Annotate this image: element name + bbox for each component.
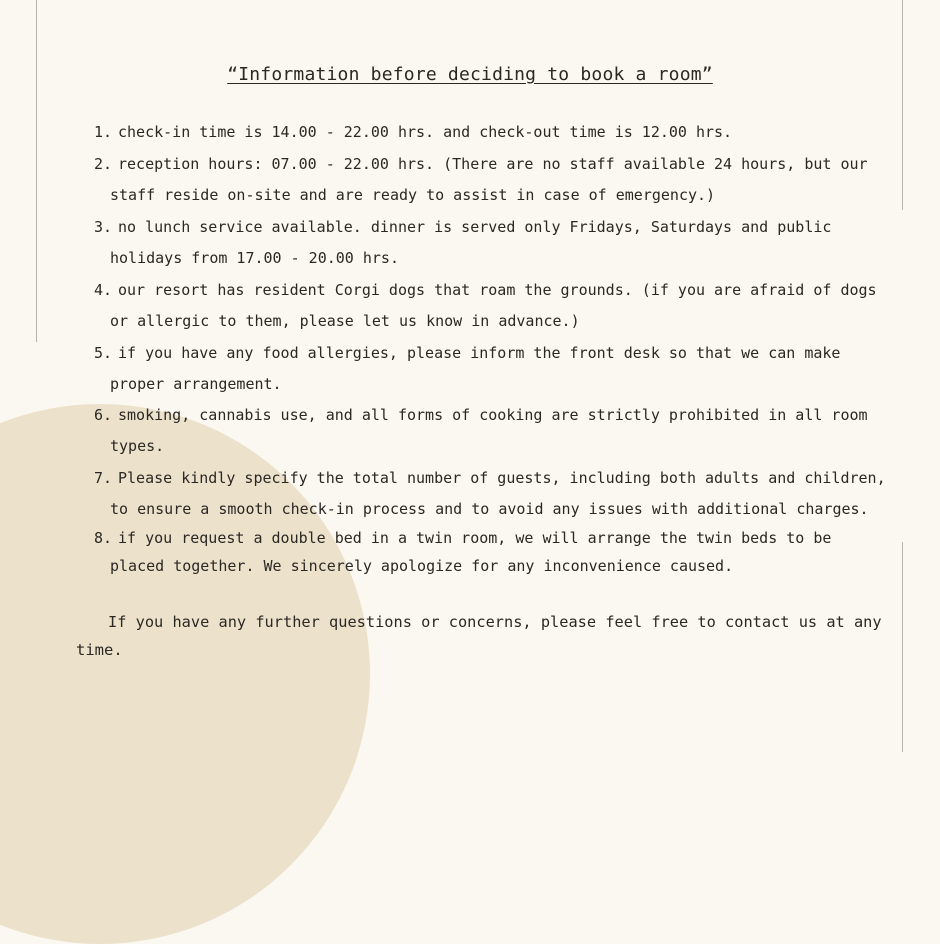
page-title: “Information before deciding to book a room” [227,64,713,85]
item-text-continued: types. [110,437,165,455]
item-number: 7. [94,469,113,487]
item-text: Please kindly specify the total number of guests, including both adults and children, [118,469,886,487]
item-number: 6. [94,406,113,424]
item-number: 2. [94,155,113,173]
item-number: 4. [94,281,113,299]
item-text: if you request a double bed in a twin room, we will arrange the twin beds to be [118,529,832,547]
item-number: 8. [94,529,113,547]
item-number: 1. [94,123,113,141]
item-text-continued: to ensure a smooth check-in process and to avoid any issues with additional charges. [110,500,869,518]
item-number: 5. [94,344,113,362]
decorative-line-right-bottom [902,542,903,752]
item-text: our resort has resident Corgi dogs that roam the grounds. (if you are afraid of dogs [118,281,877,299]
item-text-continued: holidays from 17.00 - 20.00 hrs. [110,249,399,267]
item-text-continued: staff reside on-site and are ready to assist in case of emergency.) [110,186,716,204]
item-text-continued: placed together. We sincerely apologize for any inconvenience caused. [110,557,734,575]
decorative-line-right-top [902,0,903,210]
closing-note [76,608,882,664]
item-text: check-in time is 14.00 - 22.00 hrs. and check-out time is 12.00 hrs. [118,123,733,141]
decorative-line-left [36,0,37,342]
item-number: 3. [94,218,113,236]
item-text-continued: proper arrangement. [110,375,282,393]
item-text: no lunch service available. dinner is served only Fridays, Saturdays and public [118,218,832,236]
item-text: smoking, cannabis use, and all forms of cooking are strictly prohibited in all room [118,406,868,424]
item-text-continued: or allergic to them, please let us know in advance.) [110,312,580,330]
item-text: if you have any food allergies, please inform the front desk so that we can make [118,344,841,362]
item-text: reception hours: 07.00 - 22.00 hrs. (There are no staff available 24 hours, but our [118,155,868,173]
closing-line-2: time. [76,641,123,659]
closing-line-1: If you have any further questions or concerns, please feel free to contact us at any [108,613,882,631]
